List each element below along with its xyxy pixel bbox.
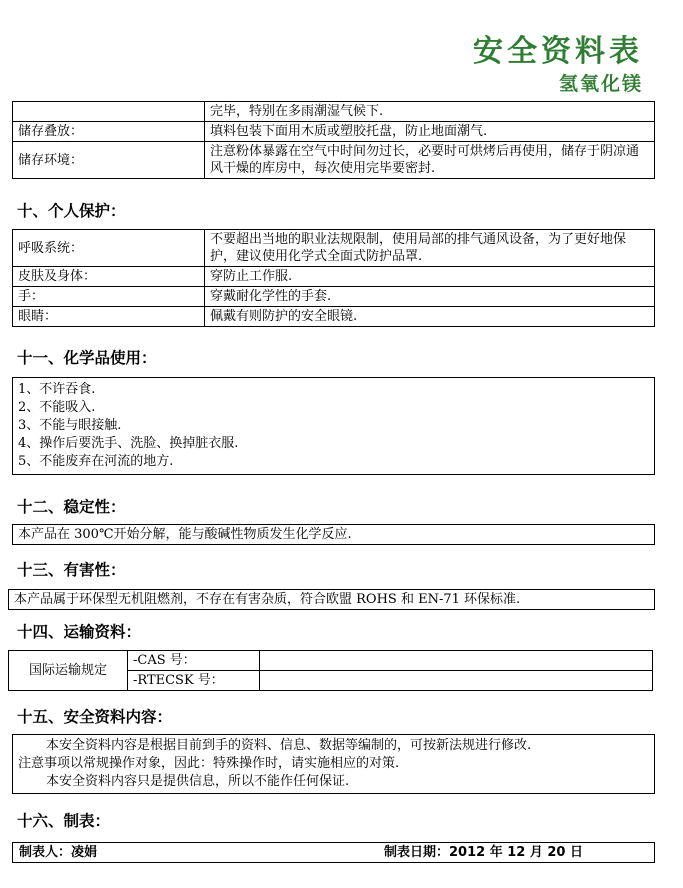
section-heading-data-content: 十五、安全资料内容： [17, 708, 173, 726]
data-content-paragraph: 注意事项以常规操作对象，因此：特殊操作时，请实施相应的对策. [18, 756, 400, 771]
storage-label [13, 102, 205, 122]
protection-label: 手： [13, 287, 205, 307]
list-item: 2、不能吸入. [18, 400, 96, 415]
section-heading-prepared-by: 十六、制表： [17, 812, 111, 830]
stability-text: 本产品在 300℃开始分解，能与酸碱性物质发生化学反应. [13, 525, 655, 545]
protection-label: 呼吸系统： [13, 230, 205, 267]
document-subtitle: 氢氧化镁 [558, 73, 643, 95]
transport-label: 国际运输规定 [9, 651, 128, 691]
protection-label: 皮肤及身体： [13, 267, 205, 287]
table-row [13, 102, 655, 122]
section-heading-chemical-use: 十一、化学品使用： [17, 349, 157, 367]
protection-value: 穿戴耐化学性的手套. [205, 287, 655, 307]
storage-label: 储存叠放： [13, 122, 205, 142]
hazard-text: 本产品属于环保型无机阻燃剂，不存在有害杂质，符合欧盟 ROHS 和 EN-71 环保标准. [9, 590, 655, 610]
document-header [473, 34, 643, 96]
table-row [9, 651, 653, 671]
transport-table [8, 650, 653, 691]
transport-value [260, 671, 653, 691]
transport-key: -CAS 号： [128, 651, 260, 671]
transport-key: -RTECSK 号： [128, 671, 260, 691]
chemical-use-box [12, 377, 655, 475]
table-row [13, 122, 655, 142]
storage-value: 注意粉体暴露在空气中时间勿过长，必要时可烘烤后再使用，储存于阴凉通风干燥的库房中，每次使用完毕要密封. [205, 142, 655, 179]
prepared-by-maker: 制表人：凌娟 [13, 843, 380, 863]
prepared-by-box [12, 842, 655, 863]
table-row [13, 307, 655, 327]
chemical-use-list [13, 378, 655, 475]
table-row [13, 230, 655, 267]
section-heading-stability: 十二、稳定性： [17, 498, 126, 516]
list-item: 3、不能与眼接触. [18, 418, 122, 433]
data-content-box [12, 734, 655, 794]
document-title: 安全资料表 [473, 34, 643, 69]
protection-value: 穿防止工作服. [205, 267, 655, 287]
storage-label: 储存环境： [13, 142, 205, 179]
section-heading-hazard: 十三、有害性： [17, 561, 126, 579]
data-content-paragraph: 本安全资料内容只是提供信息，所以不能作任何保证. [46, 774, 350, 789]
section-heading-transport: 十四、运输资料： [17, 623, 142, 641]
list-item: 1、不许吞食. [18, 382, 96, 397]
section-heading-personal-protection: 十、个人保护： [17, 202, 126, 220]
storage-value: 填料包装下面用木质或塑胶托盘，防止地面潮气. [205, 122, 655, 142]
table-row [13, 287, 655, 307]
list-item: 5、不能废弃在河流的地方. [18, 454, 174, 469]
protection-value: 不要超出当地的职业法规限制，使用局部的排气通风设备，为了更好地保护，建议使用化学式全面式防护品罩. [205, 230, 655, 267]
storage-table [12, 101, 655, 179]
table-row [13, 267, 655, 287]
protection-label: 眼睛： [13, 307, 205, 327]
list-item: 4、操作后要洗手、洗脸、换掉脏衣服. [18, 436, 239, 451]
data-content-text [13, 735, 655, 794]
hazard-box [8, 589, 655, 610]
stability-box [12, 524, 655, 545]
data-content-paragraph: 本安全资料内容是根据目前到手的资料、信息、数据等编制的，可按新法规进行修改. [46, 738, 532, 753]
transport-value [260, 651, 653, 671]
table-row [13, 142, 655, 179]
prepared-by-date: 制表日期：2012 年 12 月 20 日 [379, 843, 655, 863]
personal-protection-table [12, 229, 655, 327]
protection-value: 佩戴有则防护的安全眼镜. [205, 307, 655, 327]
storage-value: 完毕，特别在多雨潮湿气候下. [205, 102, 655, 122]
